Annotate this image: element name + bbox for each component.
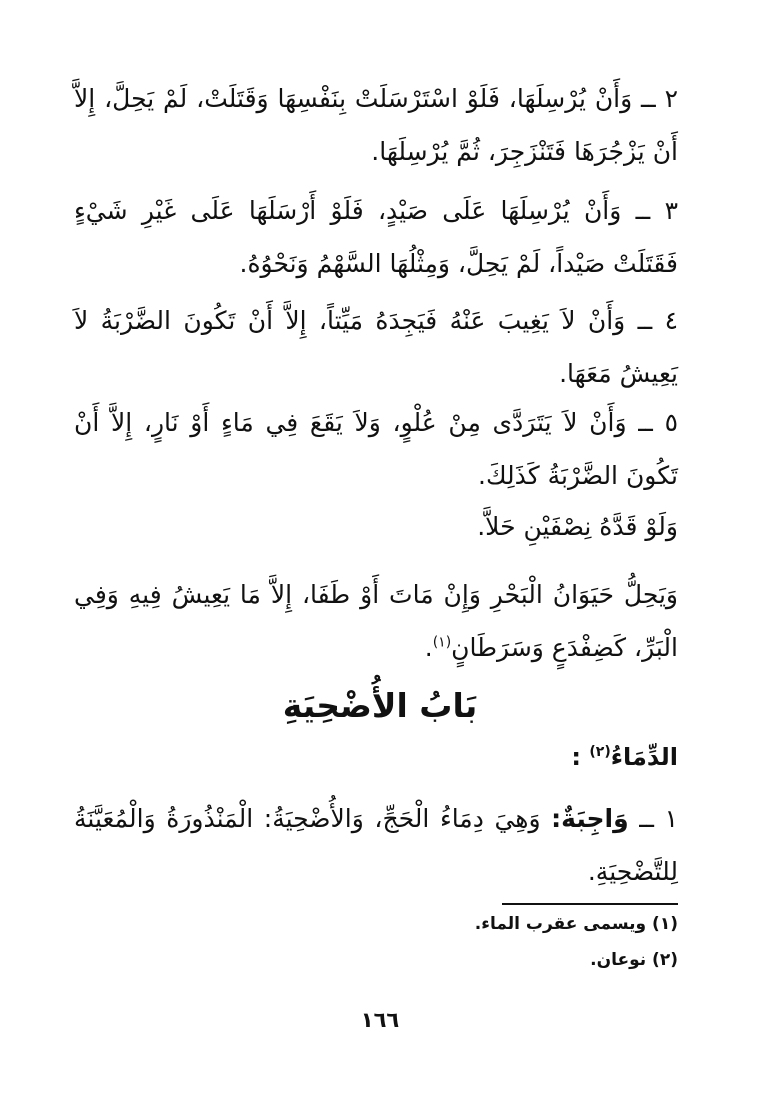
paragraph-condition-2: ٢ ــ وَأَنْ يُرْسِلَهَا، فَلَوْ اسْتَرْسَلَتْ بِنَفْسِهَا وَقَتَلَتْ، لَمْ يَحِلَّ، إِلاَّ أَنْ يَزْجُرَهَا فَتَنْزَجِرَ، ثُمَّ يُرْسِلَهَا. (74, 84, 678, 166)
footnote-ref-1: (١) (432, 634, 452, 651)
subheading-text: الدِّمَاءُ (610, 743, 678, 771)
sea-animals-text: وَيَحِلُّ حَيَوَانُ الْبَحْرِ وَإِنْ مَاتَ أَوْ طَفَا، إِلاَّ مَا يَعِيشُ فِيهِ وَفِي الْبَرِّ، كَضِفْدَعٍ وَسَرَطَانٍ (74, 580, 678, 662)
footnote-2 (78, 950, 678, 970)
item-label: وَاجِبَةٌ: (551, 804, 629, 833)
item-text: وَهِيَ دِمَاءُ الْحَجِّ، وَالأُضْحِيَةُ: الْمَنْذُورَةُ وَالْمُعَيَّنَةُ لِلتَّضْحِيَةِ. (74, 804, 678, 886)
chapter-heading: بَابُ الأُضْحِيَةِ (282, 686, 478, 725)
paragraph-condition-4: ٤ ــ وَأَنْ لاَ يَغِيبَ عَنْهُ فَيَجِدَهُ مَيِّتاً، إِلاَّ أَنْ تَكُونَ الضَّرْبَةُ لاَ يَعِيشُ مَعَهَا. (74, 306, 678, 388)
footnote-ref-2: (٢) (589, 744, 611, 760)
footnote-number: (١) (652, 914, 678, 934)
paragraph-condition-5: ٥ ــ وَأَنْ لاَ يَتَرَدَّى مِنْ عُلْوٍ، وَلاَ يَقَعَ فِي مَاءٍ أَوْ نَارٍ، إِلاَّ أَنْ تَكُونَ الضَّرْبَةُ كَذَلِكَ. (74, 408, 678, 490)
footnote-1 (78, 914, 678, 934)
section-subheading (571, 743, 678, 771)
footnote-text: نوعان. (590, 950, 647, 970)
page-number: ١٦٦ (360, 1008, 400, 1032)
item-number: ١ ــ (639, 804, 678, 833)
sea-animals-end: . (424, 633, 433, 662)
paragraph-condition-3: ٣ ــ وَأَنْ يُرْسِلَهَا عَلَى صَيْدٍ، فَلَوْ أَرْسَلَهَا عَلَى غَيْرِ شَيْءٍ فَقَتَلَتْ صَيْداً، لَمْ يَحِلَّ، وَمِثْلُهَا السَّهْمُ وَنَحْوُهُ. (74, 196, 678, 278)
subheading-colon: : (571, 743, 582, 771)
paragraph-cut-in-half: وَلَوْ قَدَّهُ نِصْفَيْنِ حَلاَّ. (477, 512, 678, 541)
footnote-text: ويسمى عقرب الماء. (474, 914, 647, 934)
footnote-number: (٢) (652, 950, 678, 970)
footnote-divider (502, 903, 678, 905)
item-obligatory (74, 792, 678, 898)
paragraph-sea-animals (74, 568, 678, 674)
